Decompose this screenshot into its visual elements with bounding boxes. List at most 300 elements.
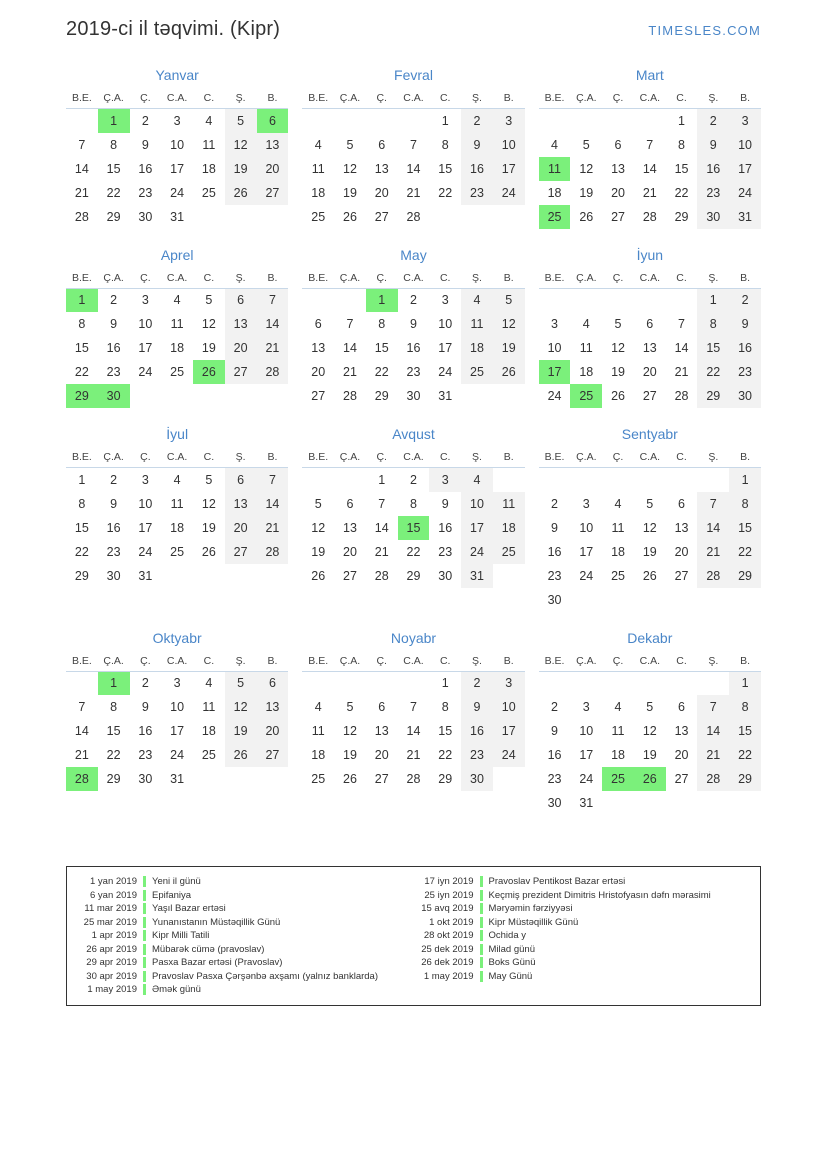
month-block [66, 55, 288, 235]
day-cell: 20 [225, 336, 257, 360]
month-name: Aprel [160, 246, 194, 263]
legend-item-date: 29 apr 2019 [86, 957, 137, 968]
day-cell: 1 [697, 288, 729, 312]
empty-day-cell [602, 671, 634, 695]
day-cell: 21 [697, 743, 729, 767]
day-cell: 27 [311, 389, 326, 403]
empty-day-cell [570, 109, 602, 133]
day-cell: 11 [611, 520, 625, 535]
holiday-day-cell: 25 [602, 767, 634, 791]
month-block [302, 414, 524, 618]
day-cell: 9 [551, 724, 558, 738]
day-cell: 14 [406, 161, 421, 176]
day-cell: 31 [170, 209, 185, 224]
day-cell: 12 [311, 520, 326, 535]
week-row [66, 695, 288, 719]
day-cell: 22 [438, 748, 453, 762]
weekday-header: Ç. [602, 655, 634, 672]
day-cell: 5 [582, 137, 590, 152]
holiday-day-cell: 26 [193, 360, 225, 384]
weekday-header: Ç. [366, 451, 398, 468]
week-row [66, 336, 288, 360]
day-cell: 27 [674, 568, 689, 583]
day-cell: 11 [311, 724, 325, 738]
day-cell: 14 [406, 724, 421, 738]
day-cell: 19 [579, 185, 594, 200]
day-cell: 23 [438, 544, 453, 559]
day-cell: 22 [406, 544, 421, 559]
day-cell: 29 [106, 209, 121, 224]
legend-color-swatch [143, 984, 146, 995]
week-row [66, 312, 288, 336]
day-cell: 19 [201, 520, 216, 535]
empty-day-cell [493, 468, 525, 492]
day-cell: 20 [642, 365, 657, 379]
day-cell: 9 [551, 520, 558, 535]
month-name: İyun [636, 246, 664, 263]
day-cell: 10 [493, 133, 525, 157]
week-row [302, 157, 524, 181]
week-row [539, 468, 761, 492]
day-cell: 13 [374, 724, 389, 738]
day-cell: 4 [205, 676, 213, 691]
weekday-header: B. [729, 451, 761, 468]
week-row [66, 288, 288, 312]
weekday-header: B.E. [302, 92, 334, 109]
legend-item-date: 17 iyn 2019 [424, 876, 474, 887]
legend-item-label: Pravoslav Pentikost Bazar ertəsi [488, 876, 626, 887]
day-cell: 20 [257, 719, 289, 743]
day-cell: 20 [674, 544, 689, 559]
day-cell: 4 [582, 317, 590, 331]
day-cell: 23 [461, 743, 493, 767]
week-row [302, 133, 524, 157]
empty-day-cell [461, 384, 493, 408]
day-cell: 16 [547, 544, 562, 559]
weekday-header: B.E. [66, 272, 98, 289]
legend-column-left [77, 875, 414, 997]
day-cell: 13 [674, 724, 689, 738]
legend-item-label: May Günü [488, 970, 533, 982]
weekday-header: Ç. [366, 655, 398, 672]
weekday-header: Ç. [366, 92, 398, 109]
empty-day-cell [366, 671, 398, 695]
week-row [302, 288, 524, 312]
month-block [66, 414, 288, 618]
day-cell: 18 [311, 748, 326, 762]
month-block [302, 55, 524, 235]
day-cell: 17 [170, 161, 185, 176]
day-cell: 1 [441, 113, 449, 128]
weekday-header: Ş. [225, 655, 257, 672]
day-cell: 3 [582, 496, 590, 511]
day-cell: 29 [674, 209, 689, 224]
weekday-header: Ş. [461, 451, 493, 468]
week-row [302, 719, 524, 743]
day-cell: 29 [438, 772, 453, 786]
weekday-header: B.E. [539, 655, 571, 672]
day-cell: 12 [493, 312, 525, 336]
day-cell: 6 [314, 317, 322, 331]
legend-item [77, 902, 414, 916]
empty-day-cell [366, 109, 398, 133]
day-cell: 24 [461, 540, 493, 564]
day-cell: 2 [729, 288, 761, 312]
day-cell: 14 [257, 312, 289, 336]
empty-day-cell [257, 205, 289, 229]
empty-day-cell [334, 288, 366, 312]
day-cell: 29 [697, 384, 729, 408]
day-cell: 10 [170, 700, 185, 714]
day-cell: 20 [674, 748, 689, 762]
weekday-header: C. [193, 655, 225, 672]
day-cell: 11 [170, 496, 184, 511]
weekday-header: B.E. [302, 272, 334, 289]
week-row [66, 157, 288, 181]
day-cell: 26 [225, 181, 257, 205]
legend-color-swatch [480, 971, 483, 982]
day-cell: 2 [551, 496, 558, 511]
weekday-header: Ç.A. [570, 272, 602, 289]
weekday-header: B. [257, 451, 289, 468]
day-cell: 6 [378, 137, 386, 152]
legend-item [414, 943, 751, 957]
day-cell: 16 [438, 520, 453, 535]
day-cell: 19 [642, 748, 657, 762]
day-cell: 4 [173, 293, 181, 308]
weekday-header: B.E. [66, 655, 98, 672]
day-cell: 2 [141, 113, 149, 128]
day-cell: 12 [611, 341, 625, 355]
day-cell: 19 [343, 748, 357, 762]
day-cell: 21 [674, 365, 689, 379]
day-cell: 7 [257, 468, 289, 492]
legend-color-swatch [143, 876, 146, 887]
day-cell: 30 [547, 592, 562, 607]
day-cell: 18 [493, 516, 525, 540]
day-cell: 22 [106, 748, 121, 762]
day-cell: 3 [429, 468, 461, 492]
weekday-header: Ş. [697, 272, 729, 289]
month-table [539, 451, 761, 612]
week-row [66, 719, 288, 743]
weekday-header: Ş. [225, 272, 257, 289]
month-table [539, 92, 761, 229]
empty-day-cell [539, 109, 571, 133]
empty-day-cell [634, 468, 666, 492]
day-cell: 13 [311, 341, 326, 355]
month-table [66, 655, 288, 792]
day-cell: 13 [343, 520, 357, 535]
day-cell: 16 [138, 161, 153, 176]
weekday-header: C.A. [634, 92, 666, 109]
day-cell: 5 [646, 496, 654, 511]
day-cell: 10 [493, 695, 525, 719]
month-table [302, 272, 524, 409]
legend-item [77, 916, 414, 930]
day-cell: 18 [547, 185, 562, 200]
day-cell: 23 [729, 360, 761, 384]
day-cell: 4 [461, 288, 493, 312]
day-cell: 24 [579, 772, 594, 786]
day-cell: 11 [493, 492, 525, 516]
month-name: May [400, 246, 427, 263]
weekday-header: Ş. [697, 92, 729, 109]
day-cell: 17 [729, 157, 761, 181]
legend-column-right [414, 875, 751, 997]
weekday-header: C.A. [634, 272, 666, 289]
legend-item [414, 889, 751, 903]
day-cell: 21 [257, 516, 289, 540]
holiday-day-cell: 25 [539, 205, 571, 229]
week-row [539, 564, 761, 588]
day-cell: 13 [257, 695, 289, 719]
day-cell: 13 [611, 161, 625, 176]
day-cell: 15 [374, 341, 389, 355]
day-cell: 24 [493, 743, 525, 767]
day-cell: 3 [141, 472, 149, 487]
day-cell: 25 [461, 360, 493, 384]
day-cell: 20 [374, 185, 389, 200]
empty-day-cell [602, 588, 634, 612]
day-cell: 28 [406, 772, 421, 786]
weekday-header: Ç. [602, 272, 634, 289]
empty-day-cell [666, 288, 698, 312]
empty-day-cell [666, 791, 698, 815]
weekday-header: B. [257, 272, 289, 289]
week-row [539, 312, 761, 336]
day-cell: 23 [461, 181, 493, 205]
day-cell: 16 [729, 336, 761, 360]
weekday-header: C. [429, 92, 461, 109]
day-cell: 17 [138, 520, 153, 535]
legend-color-swatch [143, 957, 146, 968]
day-cell: 25 [311, 772, 326, 786]
day-cell: 25 [170, 365, 185, 379]
day-cell: 28 [257, 360, 289, 384]
day-cell: 19 [201, 341, 216, 355]
weekday-header: C. [429, 655, 461, 672]
month-name: İyul [166, 426, 189, 442]
day-cell: 23 [106, 544, 121, 559]
day-cell: 27 [257, 181, 289, 205]
legend-color-swatch [143, 903, 146, 914]
day-cell: 7 [78, 137, 86, 152]
weekday-header: C.A. [634, 655, 666, 672]
weekday-header: Ç.A. [98, 655, 130, 672]
day-cell: 21 [642, 185, 657, 200]
day-cell: 8 [729, 695, 761, 719]
day-cell: 8 [697, 312, 729, 336]
day-cell: 26 [343, 209, 357, 224]
day-cell: 30 [106, 568, 121, 583]
day-cell: 7 [697, 492, 729, 516]
empty-day-cell [729, 791, 761, 815]
day-cell: 15 [74, 341, 89, 355]
day-cell: 14 [697, 719, 729, 743]
weekday-header: B.E. [66, 451, 98, 468]
legend-item-date: 26 dek 2019 [421, 957, 474, 968]
day-cell: 1 [729, 671, 761, 695]
empty-day-cell [257, 767, 289, 791]
legend-item [414, 916, 751, 930]
day-cell: 12 [201, 496, 216, 511]
month-name: Avqust [392, 426, 435, 442]
weekday-header: Ş. [697, 451, 729, 468]
legend-color-swatch [480, 903, 483, 914]
month-block [302, 618, 524, 822]
week-row [539, 384, 761, 408]
day-cell: 31 [579, 796, 594, 810]
brand-label: TIMESLES.COM [648, 23, 761, 38]
empty-day-cell [666, 671, 698, 695]
month-name: Noyabr [390, 629, 437, 646]
day-cell: 30 [547, 796, 562, 810]
day-cell: 1 [678, 113, 685, 128]
day-cell: 14 [257, 492, 289, 516]
day-cell: 9 [441, 496, 449, 511]
week-row [66, 767, 288, 791]
day-cell: 28 [674, 389, 689, 403]
weekday-header: Ç.A. [98, 92, 130, 109]
legend-color-swatch [480, 890, 483, 901]
day-cell: 30 [729, 384, 761, 408]
legend-color-swatch [480, 917, 483, 928]
day-cell: 24 [170, 748, 185, 762]
day-cell: 26 [311, 568, 326, 583]
day-cell: 30 [697, 205, 729, 229]
day-cell: 18 [311, 185, 326, 200]
weekday-header: B.E. [539, 451, 571, 468]
legend-color-swatch [480, 944, 483, 955]
weekday-header-row [302, 272, 524, 289]
legend-item-label: Epifaniya [152, 889, 192, 901]
legend-item-date: 6 yan 2019 [89, 889, 137, 901]
weekday-header: C. [666, 92, 698, 109]
day-cell: 25 [493, 540, 525, 564]
month-name: Oktyabr [152, 629, 202, 646]
months-grid [0, 47, 827, 821]
weekday-header-row [539, 272, 761, 289]
weekday-header: C. [193, 92, 225, 109]
legend-item [77, 943, 414, 957]
weekday-header-row [539, 92, 761, 109]
weekday-header: C. [429, 451, 461, 468]
month-table [302, 451, 524, 588]
week-row [539, 743, 761, 767]
day-cell: 16 [406, 341, 421, 355]
week-row [302, 743, 524, 767]
day-cell: 11 [311, 161, 325, 176]
week-row [302, 516, 524, 540]
day-cell: 18 [170, 520, 185, 535]
month-name: Fevral [394, 67, 433, 83]
month-block [66, 618, 288, 822]
month-table [66, 451, 288, 588]
week-row [302, 695, 524, 719]
day-cell: 9 [141, 700, 149, 714]
legend-item-label: Pasxa Bazar ertəsi (Pravoslav) [152, 957, 283, 968]
legend-item [77, 875, 414, 889]
day-cell: 26 [642, 568, 657, 583]
day-cell: 13 [642, 341, 657, 355]
legend-item-date: 25 iyn 2019 [424, 889, 474, 901]
day-cell: 19 [493, 336, 525, 360]
empty-day-cell [334, 671, 366, 695]
empty-day-cell [493, 205, 525, 229]
weekday-header-row [66, 272, 288, 289]
day-cell: 27 [343, 568, 357, 583]
empty-day-cell [161, 384, 193, 408]
day-cell: 30 [138, 209, 153, 224]
empty-day-cell [302, 468, 334, 492]
legend-item [414, 902, 751, 916]
day-cell: 29 [729, 564, 761, 588]
day-cell: 20 [374, 748, 389, 762]
legend-item-date: 11 mar 2019 [84, 903, 137, 914]
day-cell: 9 [409, 317, 417, 331]
legend-color-swatch [480, 876, 483, 887]
day-cell: 2 [409, 293, 417, 308]
empty-day-cell [398, 671, 430, 695]
weekday-header: C. [429, 272, 461, 289]
day-cell: 26 [493, 360, 525, 384]
legend-item-label: Milad günü [488, 943, 535, 955]
empty-day-cell [302, 288, 334, 312]
weekday-header: Ç. [602, 451, 634, 468]
empty-day-cell [697, 468, 729, 492]
day-cell: 2 [409, 472, 417, 487]
empty-day-cell [257, 564, 289, 588]
week-row [302, 360, 524, 384]
day-cell: 3 [493, 109, 525, 133]
week-row [66, 516, 288, 540]
weekday-header: Ş. [461, 655, 493, 672]
day-cell: 10 [579, 724, 594, 738]
day-cell: 14 [642, 161, 657, 176]
legend-color-swatch [143, 917, 146, 928]
day-cell: 6 [257, 671, 289, 695]
day-cell: 15 [438, 161, 453, 176]
day-cell: 14 [374, 520, 389, 535]
empty-day-cell [493, 564, 525, 588]
weekday-header-row [539, 451, 761, 468]
empty-day-cell [161, 564, 193, 588]
day-cell: 30 [406, 389, 421, 403]
month-name: Dekabr [627, 629, 673, 646]
day-cell: 6 [378, 700, 386, 714]
legend-item-date: 1 apr 2019 [91, 930, 137, 941]
day-cell: 22 [674, 185, 689, 200]
weekday-header: C.A. [398, 451, 430, 468]
week-row [539, 133, 761, 157]
legend-item-label: Yunanıstanın Müstəqillik Günü [152, 916, 281, 928]
day-cell: 10 [729, 133, 761, 157]
empty-day-cell [539, 671, 571, 695]
legend-color-swatch [143, 930, 146, 941]
day-cell: 8 [409, 496, 417, 511]
day-cell: 15 [729, 719, 761, 743]
day-cell: 20 [257, 157, 289, 181]
day-cell: 29 [374, 389, 389, 403]
day-cell: 23 [547, 772, 562, 786]
day-cell: 21 [74, 185, 89, 200]
day-cell: 4 [314, 137, 322, 152]
day-cell: 23 [106, 365, 121, 379]
weekday-header: Ç.A. [334, 451, 366, 468]
day-cell: 22 [74, 544, 89, 559]
empty-day-cell [539, 468, 571, 492]
